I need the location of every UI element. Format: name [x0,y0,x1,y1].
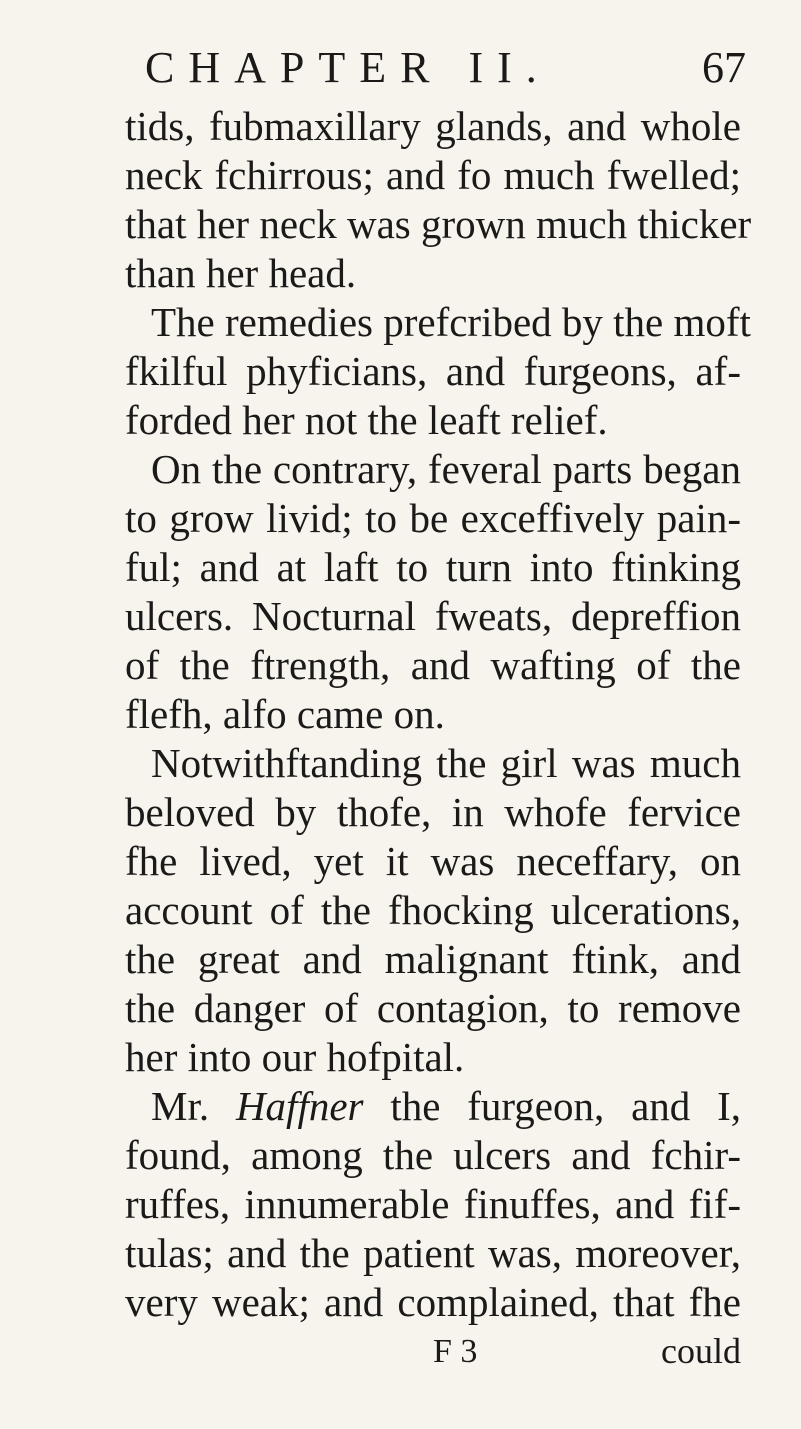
signature-mark: F 3 [433,1333,478,1370]
line-segment: Mr. [151,1083,210,1129]
catchword: could [661,1331,741,1371]
text-line: found, among the ulcers and fchir- [125,1132,741,1178]
text-line: ulcers. Nocturnal fweats, depreffion [125,593,741,639]
text-line: tids, fubmaxillary glands, and whole [125,103,741,149]
text-line: than her head. [125,250,357,296]
text-line: the great and malignant ftink, and [125,936,741,982]
text-line: the danger of contagion, to remove [125,985,741,1031]
text-line: forded her not the leaft relief. [125,397,608,443]
paragraph-start-line: The remedies prefcribed by the moft [151,299,751,345]
running-head: CHAPTER II. [145,43,551,92]
text-line: of the ftrength, and wafting of the [125,642,741,688]
page-number: 67 [702,43,746,92]
paragraph-start-line: On the contrary, feveral parts began [151,446,741,492]
page-header [145,38,746,98]
text-line: flefh, alfo came on. [125,691,445,737]
paragraph-start-line: Notwithftanding the girl was much [151,740,741,786]
text-line: tulas; and the patient was, moreover, [125,1230,741,1276]
text-line: ruffes, innumerable finuffes, and fif- [125,1181,741,1227]
body-text [125,102,752,1376]
text-line: to grow livid; to be exceffively pain- [125,495,741,541]
text-line: fhe lived, yet it was neceffary, on [125,838,741,884]
text-line: that her neck was grown much thicker [125,201,752,247]
text-line: beloved by thofe, in whofe fervice [125,789,741,835]
text-line: neck fchirrous; and fo much fwelled; [125,152,741,198]
text-line: ful; and at laft to turn into ftinking [125,544,741,590]
paragraph-start-line [125,1082,741,1131]
text-line: account of the fhocking ulcerations, [125,887,741,933]
person-name: Haffner [235,1083,364,1129]
text-line: fkilful phyficians, and furgeons, af- [125,348,741,394]
line-segment: the furgeon, and I, [390,1083,741,1129]
page-footer [125,1327,741,1376]
text-line: very weak; and complained, that fhe [125,1279,741,1325]
text-line: her into our hofpital. [125,1034,465,1080]
